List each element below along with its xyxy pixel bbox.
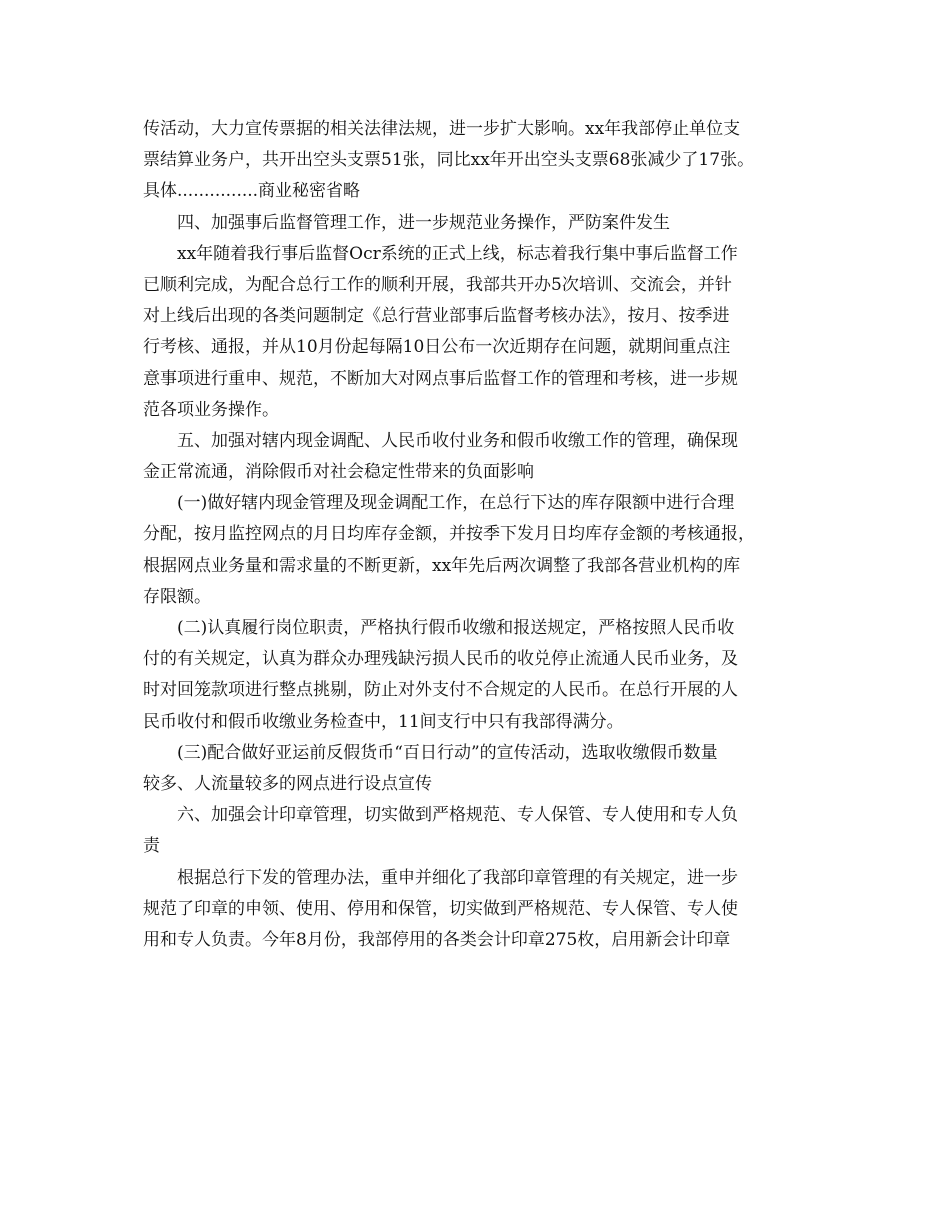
text-line: 范各项业务操作。 [143,399,279,420]
text-line: 分配，按月监控网点的月日均库存金额，并按季下发月日均库存金额的考核通报， [143,524,755,545]
text-line: 民币收付和假币收缴业务检查中，11间支行中只有我部得满分。 [143,711,624,732]
text-line: 意事项进行重申、规范，不断加大对网点事后监督工作的管理和考核，进一步规 [143,368,738,389]
text-line: 传活动，大力宣传票据的相关法律法规，进一步扩大影响。xx年我部停止单位支 [143,119,741,139]
text-line: 用和专人负责。今年8月份，我部停用的各类会计印章275枚，启用新会计印章 [143,929,731,950]
text-line: 责 [143,836,160,857]
text-line: (三)配合做好亚运前反假货币“百日行动”的宣传活动，选取收缴假币数量 [177,742,718,763]
text-line: 存限额。 [143,586,211,607]
text-line: 行考核、通报，并从10月份起每隔10日公布一次近期存在问题，就期间重点注 [143,337,731,358]
text-line: 已顺利完成，为配合总行工作的顺利开展，我部共开办5次培训、交流会，并针 [143,274,732,295]
text-line: 规范了印章的申领、使用、停用和保管，切实做到严格规范、专人保管、专人使 [143,898,738,919]
text-line: 五、加强对辖内现金调配、人民币收付业务和假币收缴工作的管理，确保现 [177,430,738,451]
text-line: 金正常流通，消除假币对社会稳定性带来的负面影响 [143,462,534,483]
text-line: 票结算业务户，共开出空头支票51张，同比xx年开出空头支票68张减少了17张。 [143,150,755,171]
text-line: 根据网点业务量和需求量的不断更新，xx年先后两次调整了我部各营业机构的库 [143,555,741,576]
text-line: 较多、人流量较多的网点进行设点宣传 [143,773,432,794]
text-line: 付的有关规定，认真为群众办理残缺污损人民币的收兑停止流通人民币业务，及 [143,649,738,670]
text-line: (一)做好辖内现金管理及现金调配工作，在总行下达的库存限额中进行合理 [177,493,735,514]
text-line: 根据总行下发的管理办法，重申并细化了我部印章管理的有关规定，进一步 [177,867,738,888]
text-line: 具体...............商业秘密省略 [143,181,361,202]
text-line: 四、加强事后监督管理工作，进一步规范业务操作，严防案件发生 [177,212,670,233]
text-line: 六、加强会计印章管理，切实做到严格规范、专人保管、专人使用和专人负 [177,805,738,826]
text-line: (二)认真履行岗位职责，严格执行假币收缴和报送规定，严格按照人民币收 [177,618,735,638]
text-line: xx年随着我行事后监督Ocr系统的正式上线，标志着我行集中事后监督工作 [177,243,738,264]
document-body [143,114,823,956]
text-line: 时对回笼款项进行整点挑剔，防止对外支付不合规定的人民币。在总行开展的人 [143,680,738,701]
text-line: 对上线后出现的各类问题制定《总行营业部事后监督考核办法》，按月、按季进 [143,306,730,327]
